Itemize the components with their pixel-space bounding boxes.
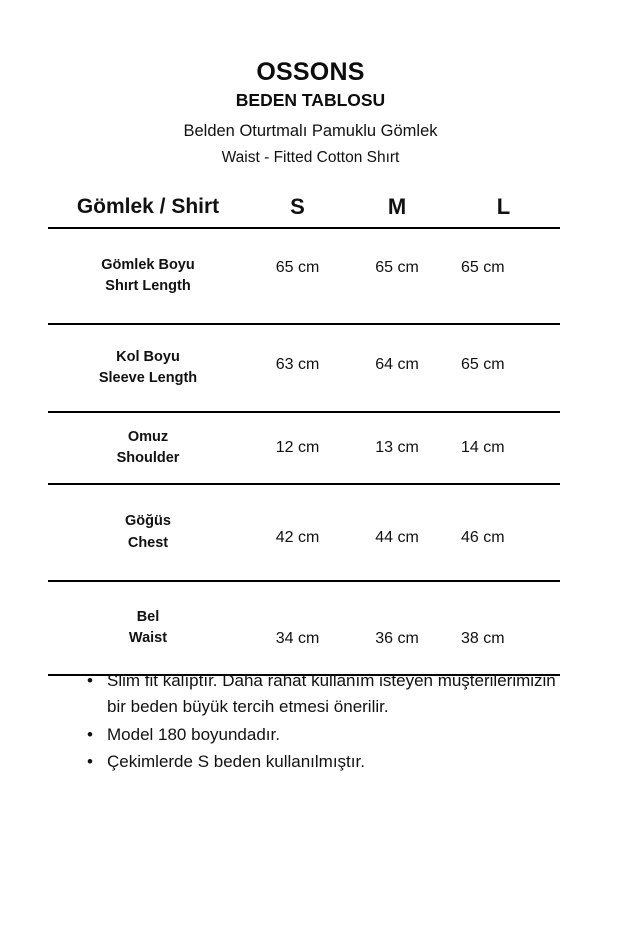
column-header-measurement: Gömlek / Shirt (48, 186, 248, 228)
note-text: Slim fit kalıptır. Daha rahat kullanım isteyen müşterilerimizin bir beden büyük tercih etmesi önerilir. (107, 671, 556, 717)
list-item (85, 749, 565, 775)
cell-shirt-length-l: 65 cm (447, 228, 560, 324)
cell-shirt-length-s: 65 cm (248, 228, 347, 324)
cell-shoulder-l: 14 cm (447, 412, 560, 484)
cell-waist-s: 34 cm (248, 581, 347, 675)
row-label-shirt-length (48, 228, 248, 324)
row-label-shoulder (48, 412, 248, 484)
cell-shoulder-m: 13 cm (347, 412, 447, 484)
row-label-tr: Göğüs (125, 513, 171, 530)
cell-chest-s: 42 cm (248, 484, 347, 581)
row-label-en: Shoulder (116, 450, 180, 466)
list-item (85, 722, 565, 748)
table-row (48, 228, 560, 324)
list-item (85, 668, 565, 721)
chart-title: BEDEN TABLOSU (235, 90, 386, 110)
row-label-waist (48, 581, 248, 675)
row-label-tr: Kol Boyu (116, 348, 180, 365)
brand-name: OSSONS (256, 58, 365, 86)
cell-shirt-length-m: 65 cm (347, 228, 447, 324)
cell-waist-m: 36 cm (347, 581, 447, 675)
product-name-en: Waist - Fitted Cotton Shırt (221, 149, 400, 167)
bullet-icon: • (87, 752, 93, 772)
column-header-l: L (447, 186, 560, 228)
product-name-tr: Belden Oturtmalı Pamuklu Gömlek (183, 121, 438, 140)
table-row (48, 484, 560, 581)
bullet-icon: • (87, 724, 93, 744)
bullet-icon: • (87, 671, 93, 690)
note-text: Çekimlerde S beden kullanılmıştır. (107, 752, 365, 772)
note-text: Model 180 boyundadır. (107, 724, 280, 744)
size-chart-table (48, 186, 560, 676)
notes-list (85, 668, 565, 776)
table-body (48, 228, 560, 675)
row-label-en: Shırt Length (105, 278, 191, 294)
cell-chest-l: 46 cm (447, 484, 560, 581)
column-header-s: S (248, 186, 347, 228)
table-row (48, 324, 560, 412)
cell-sleeve-length-m: 64 cm (347, 324, 447, 412)
row-label-en: Waist (128, 630, 168, 646)
cell-waist-l: 38 cm (447, 581, 560, 675)
table-header-row (48, 186, 560, 228)
table-row (48, 412, 560, 484)
column-header-m: M (347, 186, 447, 228)
cell-chest-m: 44 cm (347, 484, 447, 581)
row-label-chest (48, 484, 248, 581)
cell-shoulder-s: 12 cm (248, 412, 347, 484)
row-label-sleeve-length (48, 324, 248, 412)
cell-sleeve-length-l: 65 cm (447, 324, 560, 412)
document-header (0, 58, 621, 169)
row-label-tr: Gömlek Boyu (101, 256, 195, 273)
row-label-en: Sleeve Length (98, 370, 198, 386)
row-label-tr: Omuz (127, 428, 169, 445)
row-label-tr: Bel (136, 608, 160, 625)
row-label-en: Chest (127, 534, 169, 551)
cell-sleeve-length-s: 63 cm (248, 324, 347, 412)
table-row (48, 581, 560, 675)
